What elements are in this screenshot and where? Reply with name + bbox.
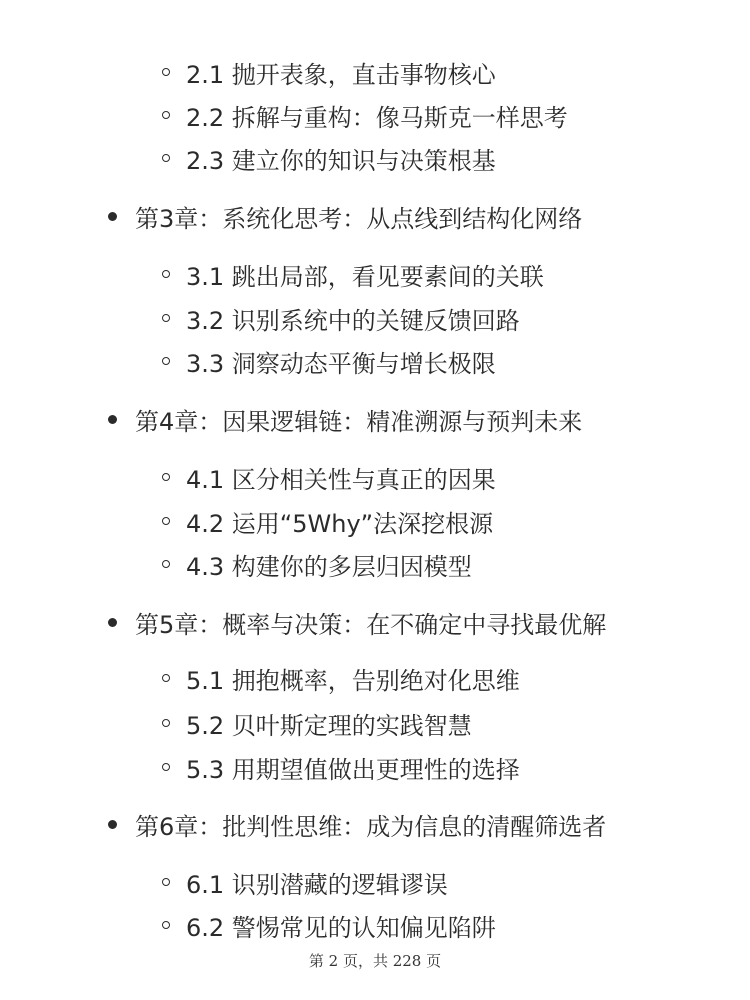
circle-bullet-icon — [162, 111, 170, 119]
toc-section-text: 5.2 贝叶斯定理的实践智慧 — [186, 711, 472, 740]
disc-bullet-icon — [108, 212, 117, 221]
toc-section-6-1 — [162, 862, 448, 902]
toc-section-2-1 — [162, 52, 496, 92]
toc-section-3-3 — [162, 341, 496, 381]
disc-bullet-icon — [108, 618, 117, 627]
toc-section-text: 3.1 跳出局部，看见要素间的关联 — [186, 262, 544, 291]
circle-bullet-icon — [162, 878, 170, 886]
toc-section-4-3 — [162, 544, 472, 584]
toc-section-text: 3.2 识别系统中的关键反馈回路 — [186, 306, 520, 335]
toc-section-5-2 — [162, 703, 472, 743]
circle-bullet-icon — [162, 719, 170, 727]
circle-bullet-icon — [162, 560, 170, 568]
toc-chapter-text: 第4章：因果逻辑链：精准溯源与预判未来 — [135, 407, 583, 436]
toc-section-5-1 — [162, 658, 520, 698]
toc-section-text: 4.2 运用“5Why”法深挖根源 — [186, 509, 494, 538]
circle-bullet-icon — [162, 314, 170, 322]
toc-section-text: 6.1 识别潜藏的逻辑谬误 — [186, 870, 448, 899]
page-number-footer: 第 2 页，共 228 页 — [308, 952, 442, 970]
toc-section-2-3 — [162, 138, 496, 178]
toc-section-text: 2.1 抛开表象，直击事物核心 — [186, 60, 496, 89]
toc-section-5-3 — [162, 747, 520, 787]
toc-chapter-3 — [108, 196, 582, 236]
toc-section-6-2 — [162, 905, 496, 945]
toc-section-text: 4.3 构建你的多层归因模型 — [186, 552, 472, 581]
toc-section-text: 4.1 区分相关性与真正的因果 — [186, 465, 496, 494]
toc-chapter-text: 第3章：系统化思考：从点线到结构化网络 — [135, 204, 583, 233]
circle-bullet-icon — [162, 763, 170, 771]
toc-chapter-text: 第6章：批判性思维：成为信息的清醒筛选者 — [135, 812, 607, 841]
circle-bullet-icon — [162, 921, 170, 929]
disc-bullet-icon — [108, 415, 117, 424]
circle-bullet-icon — [162, 270, 170, 278]
circle-bullet-icon — [162, 473, 170, 481]
toc-section-text: 5.1 拥抱概率，告别绝对化思维 — [186, 666, 520, 695]
toc-chapter-5 — [108, 602, 606, 642]
toc-section-2-2 — [162, 95, 568, 135]
toc-section-text: 2.3 建立你的知识与决策根基 — [186, 146, 496, 175]
toc-chapter-6 — [108, 804, 606, 844]
circle-bullet-icon — [162, 517, 170, 525]
toc-section-text: 3.3 洞察动态平衡与增长极限 — [186, 349, 496, 378]
toc-section-3-1 — [162, 254, 544, 294]
toc-section-4-1 — [162, 457, 496, 497]
circle-bullet-icon — [162, 68, 170, 76]
circle-bullet-icon — [162, 154, 170, 162]
toc-section-text: 5.3 用期望值做出更理性的选择 — [186, 755, 520, 784]
circle-bullet-icon — [162, 674, 170, 682]
toc-section-text: 2.2 拆解与重构：像马斯克一样思考 — [186, 103, 568, 132]
circle-bullet-icon — [162, 357, 170, 365]
disc-bullet-icon — [108, 820, 117, 829]
toc-chapter-text: 第5章：概率与决策：在不确定中寻找最优解 — [135, 610, 607, 639]
toc-section-3-2 — [162, 298, 520, 338]
toc-section-4-2 — [162, 501, 493, 541]
toc-chapter-4 — [108, 399, 582, 439]
toc-section-text: 6.2 警惕常见的认知偏见陷阱 — [186, 913, 496, 942]
